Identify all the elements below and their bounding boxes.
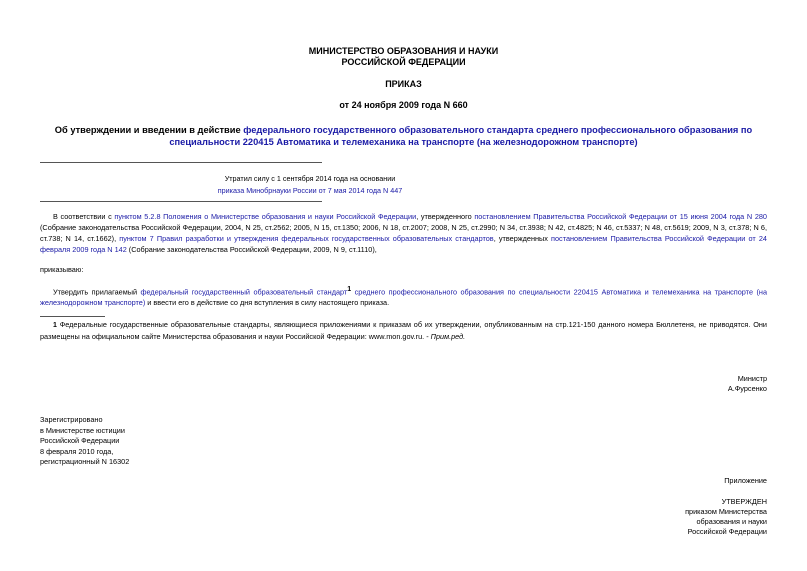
resolution-280-link[interactable]: постановлением Правительства Российской Федерации от 15 июня 2004 года N 280: [474, 212, 767, 221]
approved-by-line1: приказом Министерства: [685, 507, 767, 516]
approved-by-line3: Российской Федерации: [687, 527, 767, 536]
lost-force-note: Утратил силу с 1 сентября 2014 года на основании: [224, 174, 396, 183]
lost-force-link-row: [40, 185, 580, 197]
rules-link[interactable]: пунктом 7 Правил разработки и утверждения федеральных государственных образовательных стандартов: [119, 234, 494, 243]
ministry-name-line1: МИНИСТЕРСТВО ОБРАЗОВАНИЯ И НАУКИ: [308, 46, 499, 56]
document-date-number: от 24 ноября 2009 года N 660: [339, 100, 468, 110]
ministry-name-line2: РОССИЙСКОЙ ФЕДЕРАЦИИ: [341, 57, 466, 67]
preamble-text-4: , утвержденных: [493, 234, 552, 243]
preamble-text-2: , утвержденного: [416, 212, 475, 221]
top-divider: [40, 162, 322, 163]
minister-role: Министр: [737, 374, 767, 383]
editor-note: Прим.ред.: [430, 332, 466, 341]
note-divider: [40, 201, 322, 202]
approval-text-1: Утвердить прилагаемый: [53, 287, 141, 297]
approval-text-2: и ввести его в действие со дня вступления в силу настоящего приказа.: [145, 298, 390, 308]
specialty-link[interactable]: среднего профессионального образования по специальности 220415 Автоматика и телемеханика на транспорте (на железнодорожном транспорте): [40, 287, 768, 308]
registration-line2: в Министерстве юстиции: [40, 426, 125, 435]
minister-name: А.Фурсенко: [727, 384, 767, 393]
preamble-text-1: В соответствии с: [53, 212, 115, 221]
footnote-text: [40, 319, 767, 342]
approved-stamp: УТВЕРЖДЕН: [721, 497, 767, 506]
footnote-body: Федеральные государственные образовательные стандарты, являющиеся приложениями к приказам об их утверждении, опубликованным на стр.121-150 данного номера Бюллетеня, не приводятся. Они размещены на официальном сайте Министерства образования и науки Российской Федерации: www.mon.gov.ru. -: [40, 320, 767, 341]
appendix-label: Приложение: [724, 476, 767, 485]
preamble-text-3: (Собрание законодательства Российской Федерации, 2004, N 25, ст.2562; 2005, N 15, ст.1350; 2006, N 18, ст.2007; 2008, N 25, ст.2990; N 34, ст.3938; N 42, ст.4825; N 46, ст.5337; N 48, ст.5619; 2009, N 3, ст.378; N 6, ст.738; N 14, ст.1662),: [40, 223, 767, 243]
document-type: ПРИКАЗ: [385, 79, 422, 89]
regulation-link[interactable]: пунктом 5.2.8 Положения о Министерстве образования и науки Российской Федерации: [114, 212, 417, 221]
approved-by-line2: образования и науки: [696, 517, 767, 526]
title-prefix: Об утверждении и введении в действие: [54, 125, 244, 135]
resolution-142-link[interactable]: постановлением Правительства Российской Федерации от 24 февраля 2009 года N 142: [40, 234, 767, 254]
registration-line1: Зарегистрировано: [40, 415, 103, 424]
fgos-link[interactable]: федеральный государственный образовательный стандарт: [140, 287, 348, 297]
registration-date: 8 февраля 2010 года,: [40, 447, 114, 456]
standard-link[interactable]: федерального государственного образовательного стандарта среднего профессионального образования по специальности 220415 Автоматика и телемеханика на транспорте (на железнодорожном транспорте): [169, 125, 753, 147]
repeal-order-link[interactable]: приказа Минобрнауки России от 7 мая 2014 года N 447: [217, 186, 403, 195]
footnote-mark: 1: [53, 322, 57, 329]
preamble-paragraph: [40, 211, 767, 255]
document-title: [40, 124, 767, 148]
registration-line3: Российской Федерации: [40, 436, 120, 445]
registration-number: регистрационный N 16302: [40, 457, 130, 466]
approval-paragraph: [40, 284, 767, 308]
order-word: приказываю:: [40, 265, 84, 274]
preamble-text-5: (Собрание законодательства Российской Федерации, 2009, N 9, ст.1110),: [126, 245, 377, 254]
footnote-divider: [40, 316, 105, 317]
footnote-ref[interactable]: 1: [347, 286, 352, 293]
